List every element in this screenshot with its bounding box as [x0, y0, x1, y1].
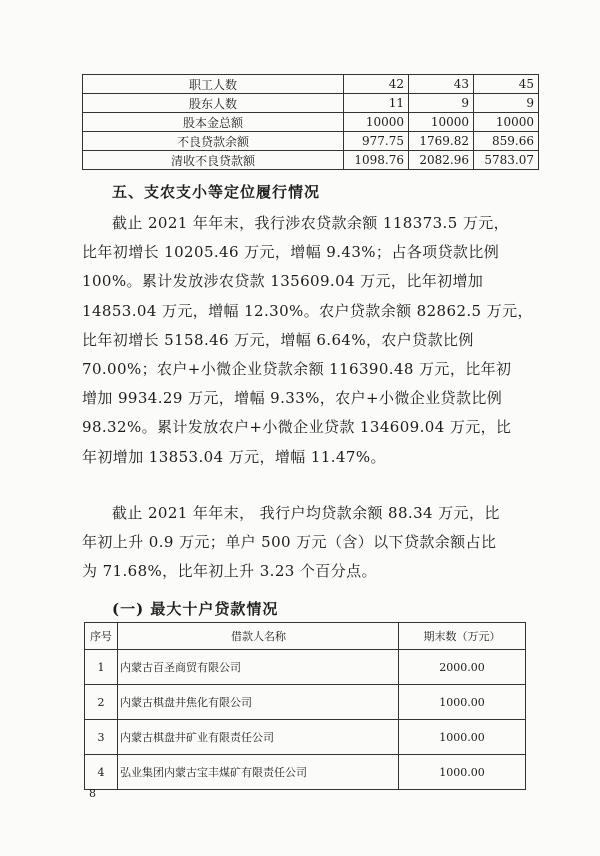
- row-label: 股本金总额: [83, 113, 344, 132]
- cell-value: 10000: [409, 113, 474, 132]
- cell-value: 42: [344, 75, 409, 94]
- paragraph-line: 年初增加 13853.04 万元，增幅 11.47%。: [82, 447, 386, 466]
- paragraph-line: 比年初增长 5158.46 万元，增幅 6.64%，农户贷款比例: [82, 330, 474, 349]
- paragraph-line: 增加 9934.29 万元，增幅 9.33%，农户+小微企业贷款比例: [82, 389, 503, 408]
- paragraph-line: 年初上升 0.9 万元；单户 500 万元（含）以下贷款余额占比: [82, 533, 497, 552]
- paragraph-line: 截止 2021 年年末，我行涉农贷款余额 118373.5 万元，: [112, 214, 510, 232]
- cell-value: 45: [474, 75, 539, 94]
- row-number: 4: [85, 755, 118, 790]
- paragraph-line: 截止 2021 年年末， 我行户均贷款余额 88.34 万元，比: [112, 504, 500, 522]
- table-row: [83, 151, 539, 170]
- cell-value: 2082.96: [409, 151, 474, 170]
- row-label: 股东人数: [83, 94, 344, 113]
- table-row: [85, 720, 526, 755]
- loan-amount: 1000.00: [399, 685, 526, 720]
- paragraph-line: 100%。累计发放涉农贷款 135609.04 万元，比年初增加: [82, 272, 484, 291]
- paragraph-line: 70.00%；农户+小微企业贷款余额 116390.48 万元，比年初: [82, 360, 512, 379]
- table-row: [83, 132, 539, 151]
- table-row: [83, 75, 539, 94]
- column-header-amount: 期末数（万元）: [399, 623, 526, 650]
- column-header-no: 序号: [85, 623, 118, 650]
- table-row: [85, 650, 526, 685]
- section-heading: 五、支农支小等定位履行情况: [112, 183, 321, 201]
- page-number: 8: [89, 787, 96, 800]
- paragraph-line: 比年初增长 10205.46 万元，增幅 9.43%；占各项贷款比例: [82, 243, 500, 262]
- bank-stats-table: [82, 74, 539, 170]
- cell-value: 1769.82: [409, 132, 474, 151]
- row-number: 1: [85, 650, 118, 685]
- row-number: 2: [85, 685, 118, 720]
- paragraph-line: 14853.04 万元，增幅 12.30%。农户贷款余额 82862.5 万元，: [82, 301, 533, 320]
- paragraph-line: 98.32%。累计发放农户+小微企业贷款 134609.04 万元，比: [82, 418, 512, 437]
- sub-heading: (一) 最大十户贷款情况: [112, 600, 279, 618]
- table-row: [83, 94, 539, 113]
- table-header-row: [85, 623, 526, 650]
- borrower-name: 内蒙古棋盘井矿业有限责任公司: [118, 720, 399, 755]
- table-row: [85, 685, 526, 720]
- paragraph-avg-loan: [82, 499, 524, 587]
- row-label: 不良贷款余额: [83, 132, 344, 151]
- cell-value: 977.75: [344, 132, 409, 151]
- row-number: 3: [85, 720, 118, 755]
- cell-value: 10000: [344, 113, 409, 132]
- cell-value: 5783.07: [474, 151, 539, 170]
- table-row: [83, 113, 539, 132]
- column-header-name: 借款人名称: [118, 623, 399, 650]
- cell-value: 43: [409, 75, 474, 94]
- loan-amount: 1000.00: [399, 720, 526, 755]
- loan-amount: 1000.00: [399, 755, 526, 790]
- loan-amount: 2000.00: [399, 650, 526, 685]
- row-label: 清收不良贷款额: [83, 151, 344, 170]
- row-label: 职工人数: [83, 75, 344, 94]
- cell-value: 10000: [474, 113, 539, 132]
- borrower-name: 内蒙古棋盘井焦化有限公司: [118, 685, 399, 720]
- cell-value: 9: [474, 94, 539, 113]
- paragraph-line: 为 71.68%，比年初上升 3.23 个百分点。: [82, 562, 377, 581]
- cell-value: 11: [344, 94, 409, 113]
- borrower-name: 内蒙古百圣商贸有限公司: [118, 650, 399, 685]
- cell-value: 1098.76: [344, 151, 409, 170]
- cell-value: 859.66: [474, 132, 539, 151]
- top-ten-loans-table: [84, 622, 526, 790]
- table-row: [85, 755, 526, 790]
- paragraph-agri-loans: [82, 209, 533, 472]
- cell-value: 9: [409, 94, 474, 113]
- borrower-name: 弘业集团内蒙古宝丰煤矿有限责任公司: [118, 755, 399, 790]
